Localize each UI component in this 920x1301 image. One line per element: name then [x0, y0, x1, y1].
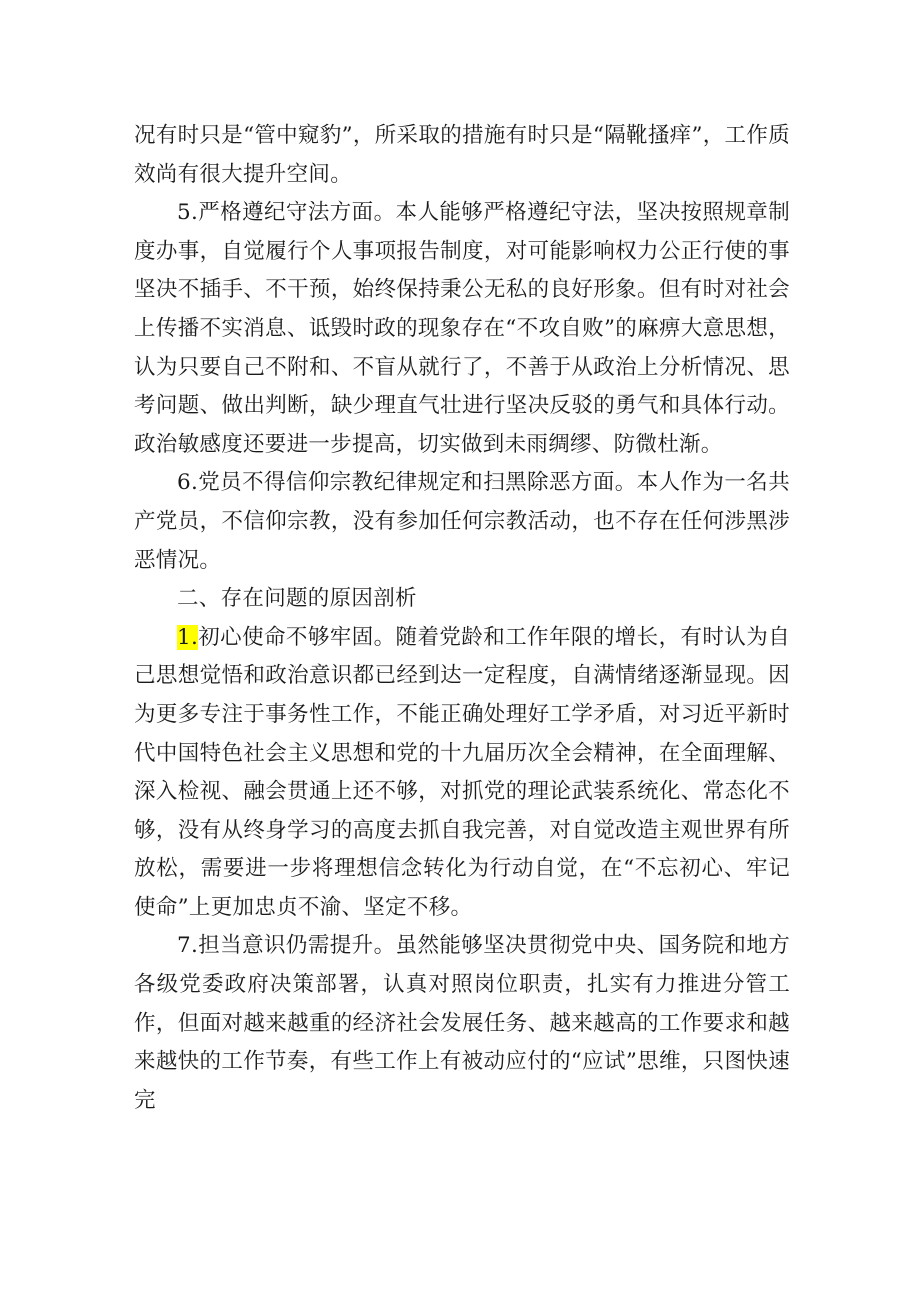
paragraph-7-responsibility: 7.担当意识仍需提升。虽然能够坚决贯彻党中央、国务院和地方各级党委政府决策部署，认真对照岗位职责，扎实有力推进分管工作，但面对越来越重的经济社会发展任务、越来越高的工作要求和越来越快的工作节奏，有些工作上有被动应付的“应试”思维，只图快速完 [134, 933, 790, 1113]
highlighted-number: 1. [177, 624, 199, 650]
paragraph-5-law-discipline: 5.严格遵纪守法方面。本人能够严格遵纪守法，坚决按照规章制度办事，自觉履行个人事项报告制度，对可能影响权力公正行使的事坚决不插手、不干预，始终保持秉公无私的良好形象。但有时对社会上传播不实消息、诋毁时政的现象存在“不攻自败”的麻痹大意思想，认为只要自己不附和、不盲从就行了，不善于从政治上分析情况、思考问题、做出判断，缺少理直气壮进行坚决反驳的勇气和具体行动。政治敏感度还要进一步提高，切实做到未雨绸缪、防微杜渐。 [134, 200, 790, 457]
section-heading: 二、存在问题的原因剖析 [177, 586, 417, 612]
continuation-paragraph: 况有时只是“管中窥豹”，所采取的措施有时只是“隔靴搔痒”，工作质效尚有很大提升空间。 [134, 123, 790, 187]
paragraph-1-original-mission [134, 619, 790, 928]
paragraph-6-religion-discipline: 6.党员不得信仰宗教纪律规定和扫黑除恶方面。本人作为一名共产党员，不信仰宗教，没有参加任何宗教活动，也不存在任何涉黑涉恶情况。 [134, 470, 790, 573]
document-body [134, 117, 790, 1120]
paragraph-1-text: 初心使命不够牢固。随着党龄和工作年限的增长，有时认为自己思想觉悟和政治意识都已经到达一定程度，自满情绪逐渐显现。因为更多专注于事务性工作，不能正确处理好工学矛盾，对习近平新时代中国特色社会主义思想和党的十九届历次全会精神，在全面理解、深入检视、融会贯通上还不够，对抓党的理论武装系统化、常态化不够，没有从终身学习的高度去抓自我完善，对自觉改造主观世界有所放松，需要进一步将理想信念转化为行动自觉，在“不忘初心、牢记使命”上更加忠贞不渝、坚定不移。 [134, 624, 790, 920]
